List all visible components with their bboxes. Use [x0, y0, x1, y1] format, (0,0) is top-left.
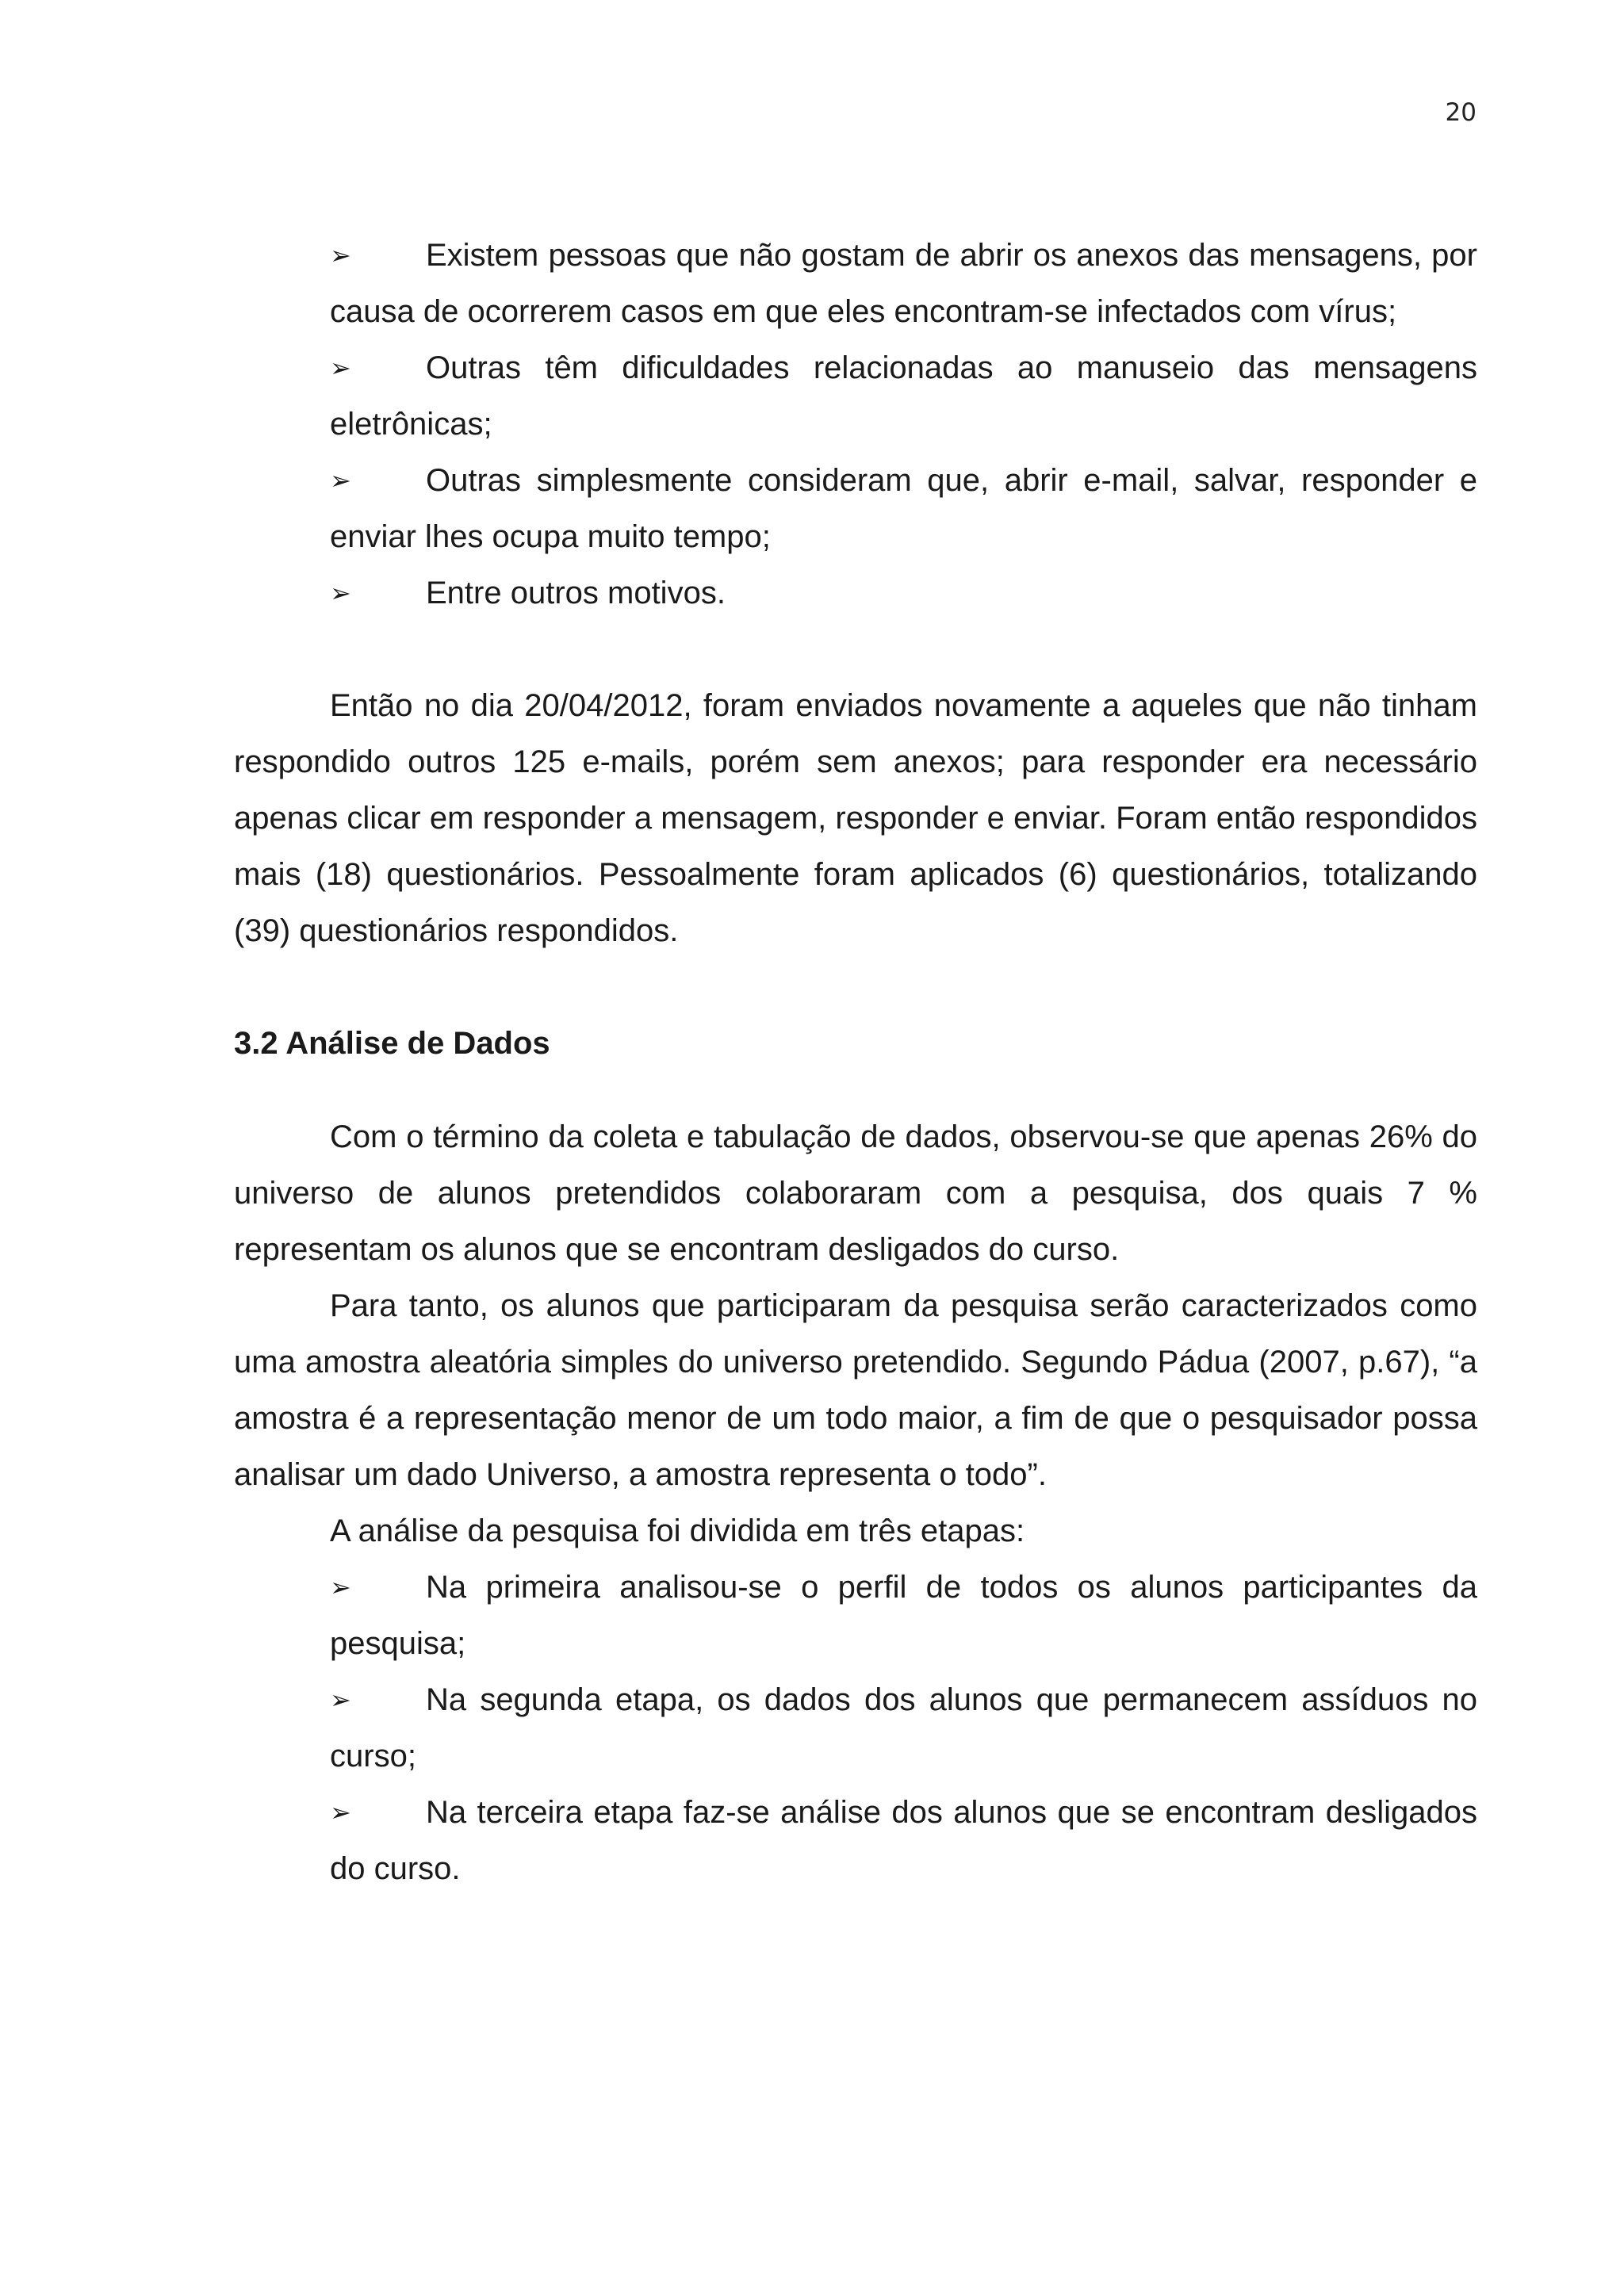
list-item — [330, 1559, 1477, 1672]
list-item-text: Na primeira analisou-se o perfil de todos os alunos participantes da pesquisa; — [330, 1570, 1477, 1661]
list-item — [330, 1672, 1477, 1785]
page-number: 20 — [1445, 98, 1477, 127]
arrowhead-bullet-icon: ➢ — [330, 1797, 351, 1827]
paragraph-data-collection: Com o término da coleta e tabulação de dados, observou-se que apenas 26% do universo de alunos pretendidos colaboraram com a pesquisa, dos quais 7 % representam os alunos que se encontram desligados do curso. — [234, 1119, 1477, 1267]
list-item-text: Outras simplesmente consideram que, abrir e-mail, salvar, responder e enviar lhes ocupa muito tempo; — [330, 463, 1477, 554]
arrowhead-bullet-icon: ➢ — [330, 578, 351, 608]
arrowhead-bullet-icon: ➢ — [330, 240, 351, 270]
paragraph-stages-intro: A análise da pesquisa foi dividida em três etapas: — [330, 1513, 1025, 1548]
list-item-text: Na segunda etapa, os dados dos alunos que permanecem assíduos no curso; — [330, 1682, 1477, 1774]
paragraph-email-resend: Então no dia 20/04/2012, foram enviados novamente a aqueles que não tinham respondido outros 125 e-mails, porém sem anexos; para responder era necessário apenas clicar em responder a mensagem, responder e enviar. Foram então respondidos mais (18) questionários. Pessoalmente foram aplicados (6) questionários, totalizando (39) questionários respondidos. — [234, 688, 1477, 948]
arrowhead-bullet-icon: ➢ — [330, 1572, 351, 1602]
list-item — [330, 453, 1477, 565]
list-item — [330, 340, 1477, 453]
section-heading: 3.2 Análise de Dados — [234, 1026, 550, 1061]
stages-bullet-list — [330, 1559, 1477, 1897]
list-item-text: Existem pessoas que não gostam de abrir os anexos das mensagens, por causa de ocorrerem casos em que eles encontram-se infectados com vírus; — [330, 238, 1477, 329]
arrowhead-bullet-icon: ➢ — [330, 465, 351, 496]
list-item-text: Na terceira etapa faz-se análise dos alunos que se encontram desligados do curso. — [330, 1795, 1477, 1886]
spacer — [234, 959, 1477, 1016]
spacer — [234, 1072, 1477, 1109]
list-item-text: Outras têm dificuldades relacionadas ao manuseio das mensagens eletrônicas; — [330, 350, 1477, 442]
paragraph-sample: Para tanto, os alunos que participaram da pesquisa serão caracterizados como uma amostra aleatória simples do universo pretendido. Segundo Pádua (2007, p.67), “a amostra é a representação menor de um todo maior, a fim de que o pesquisador possa analisar um dado Universo, a amostra representa o todo”. — [234, 1288, 1477, 1492]
arrowhead-bullet-icon: ➢ — [330, 1685, 351, 1715]
spacer — [234, 622, 1477, 678]
arrowhead-bullet-icon: ➢ — [330, 353, 351, 383]
document-body — [234, 228, 1477, 1897]
list-item-text: Entre outros motivos. — [426, 576, 726, 610]
list-item — [330, 565, 1477, 622]
reasons-bullet-list — [330, 228, 1477, 622]
list-item — [330, 1785, 1477, 1897]
list-item — [330, 228, 1477, 340]
